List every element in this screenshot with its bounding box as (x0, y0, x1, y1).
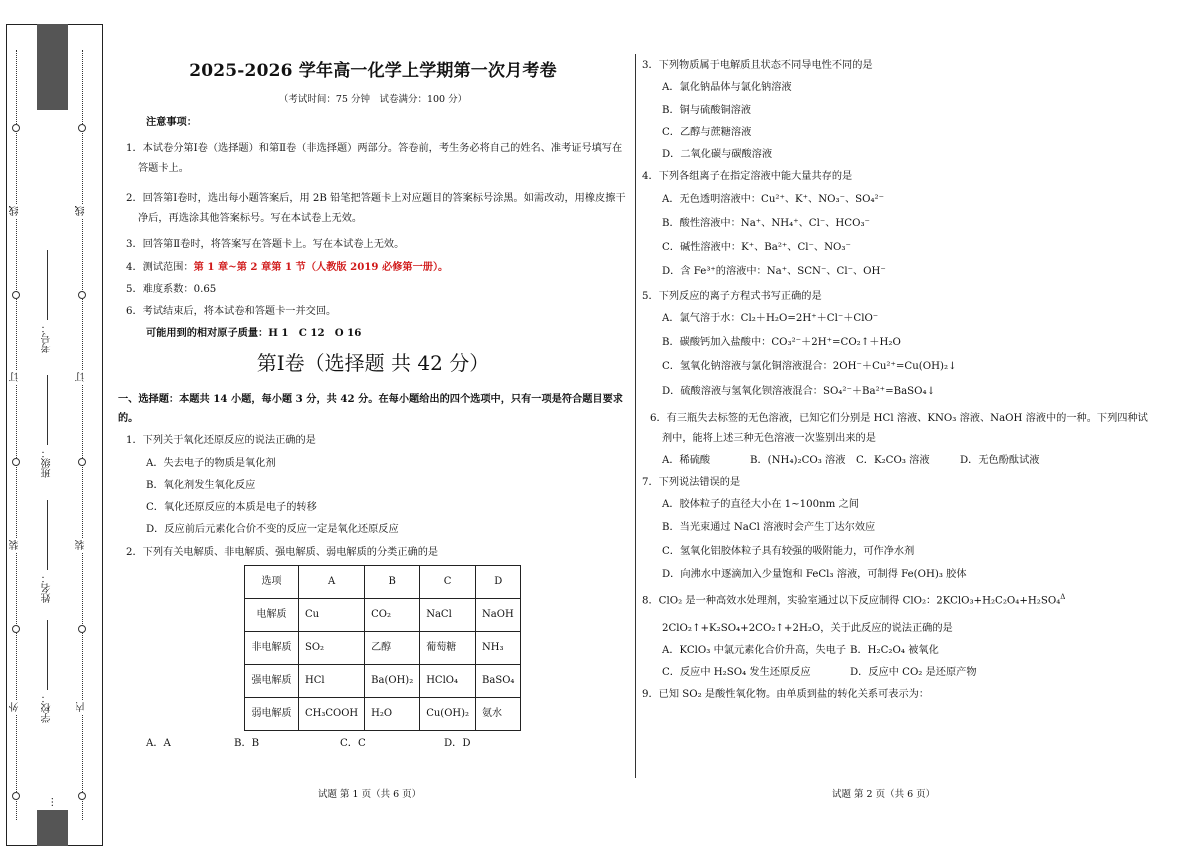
q4-option-a: A．无色透明溶液中：Cu²⁺、K⁺、NO₃⁻、SO₄²⁻ (662, 193, 885, 205)
class-underline (48, 375, 49, 445)
page-2-column (642, 59, 1152, 711)
atomic-mass-line: 可能用到的相对原子质量：H 1 C 12 O 16 (146, 327, 362, 340)
note-item-1: 1．本试卷分第Ⅰ卷（选择题）和第Ⅱ卷（非选择题）两部分。答卷前，考生务必将自己的姓名、准考证号填写在答题卡上。 (126, 142, 623, 175)
name-underline (48, 500, 49, 570)
q1-option-b: B．氧化剂发生氧化反应 (146, 479, 256, 491)
question-3-stem: 3．下列物质属于电解质且状态不同导电性不同的是 (642, 60, 873, 71)
table-cell: NaCl (420, 598, 476, 631)
question-7-stem: 7．下列说法错误的是 (642, 476, 741, 488)
column-divider (635, 54, 636, 778)
q8-stem-part1: 8．ClO₂ 是一种高效水处理剂，实验室通过以下反应制得 ClO₂：2KClO₃+H₂C₂O₄+H₂SO₄ (642, 595, 1061, 607)
q7-option-a: A．胶体粒子的直径大小在 1~100nm 之间 (662, 499, 859, 511)
circle-mark (78, 291, 86, 299)
binding-gray-bar-top (37, 24, 68, 110)
binding-border (6, 24, 103, 846)
binding-dots: … (45, 797, 56, 807)
q2-option-a: A．A (146, 737, 171, 749)
q1-option-a: A．失去电子的物质是氧化剂 (146, 457, 276, 469)
circle-mark (78, 625, 86, 633)
table-cell: NH₃ (476, 631, 521, 664)
q6-option-a: A．稀硫酸 (662, 454, 711, 466)
q6-option-c: C．K₂CO₃ 溶液 (856, 454, 930, 466)
note-item-4-prefix: 4．测试范围： (126, 261, 194, 273)
binding-label-zhuang: 装 (10, 540, 21, 550)
exam-number-field[interactable] (43, 250, 53, 353)
circle-mark (12, 625, 20, 633)
table-cell: 电解质 (245, 598, 299, 631)
q8-option-c: C．反应中 H₂SO₄ 发生还原反应 (662, 667, 811, 679)
q7-option-d: D．向沸水中逐滴加入少量饱和 FeCl₃ 溶液，可制得 Fe(OH)₃ 胶体 (662, 568, 967, 580)
page-2-footer: 试题 第 2 页（共 6 页） (832, 789, 936, 800)
q5-option-d: D．硫酸溶液与氢氧化钡溶液混合：SO₄²⁻＋Ba²⁺=BaSO₄↓ (662, 385, 936, 397)
table-cell: BaSO₄ (476, 664, 521, 697)
table-cell: CH₃COOH (299, 697, 365, 730)
binding-label-ding: 订 (10, 372, 21, 382)
table-cell: 氨水 (476, 697, 521, 730)
school-underline (48, 620, 49, 690)
q7-option-c: C．氢氧化铝胶体粒子具有较强的吸附能力，可作净水剂 (662, 545, 915, 557)
question-6-stem: 6．有三瓶失去标签的无色溶液，已知它们分别是 HCl 溶液、KNO₃ 溶液、NaOH 溶液中的一种。下列四种试剂中，能将上述三种无色溶液一次鉴别出来的是 (650, 412, 1148, 445)
question-4-stem: 4．下列各组离子在指定溶液中能大量共存的是 (642, 171, 853, 183)
exam-subtitle: （考试时间：75 分钟 试卷满分：100 分） (278, 94, 468, 106)
heat-symbol: Δ (1060, 593, 1066, 602)
q3-option-c: C．乙醇与蔗糖溶液 (662, 126, 752, 138)
circle-mark (12, 792, 20, 800)
q5-option-c: C．氢氧化钠溶液与氯化铜溶液混合：2OH⁻＋Cu²⁺=Cu(OH)₂↓ (662, 361, 957, 373)
question-9-stem: 9．已知 SO₂ 是酸性氧化物。由单质到盐的转化关系可表示为： (642, 689, 930, 701)
school-label: 学校： (42, 693, 53, 723)
binding-label-zhuang: 装 (76, 540, 87, 550)
q8-options-row-1 (662, 644, 1152, 657)
table-row (245, 598, 521, 631)
table-cell: 非电解质 (245, 631, 299, 664)
circle-mark (78, 458, 86, 466)
table-cell: Cu(OH)₂ (420, 697, 476, 730)
q2-option-d: D．D (444, 737, 471, 749)
table-cell: Cu (299, 598, 365, 631)
q8-stem-part2: 2ClO₂↑+K₂SO₄+2CO₂↑+2H₂O，关于此反应的说法正确的是 (662, 622, 953, 634)
note-item-5: 5．难度系数：0.65 (126, 283, 217, 295)
table-cell: CO₂ (365, 598, 420, 631)
q6-option-d: D．无色酚酞试液 (960, 454, 1040, 466)
table-header-cell: D (476, 565, 521, 598)
circle-mark (12, 291, 20, 299)
page-1-footer: 试题 第 1 页（共 6 页） (318, 789, 422, 800)
note-item-3: 3．回答第Ⅱ卷时，将答案写在答题卡上。写在本试卷上无效。 (126, 239, 405, 251)
name-field[interactable] (43, 500, 53, 603)
note-item-6: 6．考试结束后，将本试卷和答题卡一并交回。 (126, 306, 337, 318)
binding-label-xian: 线 (76, 206, 87, 216)
q3-option-a: A．氯化钠晶体与氯化钠溶液 (662, 82, 792, 94)
q5-option-b: B．碳酸钙加入盐酸中：CO₃²⁻＋2H⁺=CO₂↑＋H₂O (662, 337, 901, 348)
q6-options (662, 454, 1152, 467)
table-header-row (245, 565, 521, 598)
classification-table (244, 565, 521, 731)
school-field[interactable] (43, 620, 53, 723)
circle-mark (78, 792, 86, 800)
table-cell: 强电解质 (245, 664, 299, 697)
class-label: 班级： (42, 448, 53, 478)
q8-options-row-2 (662, 666, 1152, 679)
table-row (245, 664, 521, 697)
table-row (245, 697, 521, 730)
binding-gray-bar-bottom (37, 810, 68, 846)
q6-option-b: B．(NH₄)₂CO₃ 溶液 (750, 454, 846, 466)
section-1-title: 第Ⅰ卷（选择题 共 42 分） (256, 350, 490, 375)
table-header-cell: B (365, 565, 420, 598)
notes-title: 注意事项： (146, 116, 197, 129)
question-2-stem: 2．下列有关电解质、非电解质、强电解质、弱电解质的分类正确的是 (126, 546, 439, 558)
binding-label-inner: 内 (76, 702, 87, 712)
circle-mark (78, 124, 86, 132)
q3-option-b: B．铜与硫酸铜溶液 (662, 104, 751, 116)
note-item-4 (118, 261, 628, 274)
table-cell: SO₂ (299, 631, 365, 664)
binding-label-xian: 线 (10, 206, 21, 216)
table-cell: 弱电解质 (245, 697, 299, 730)
q1-option-c: C．氧化还原反应的本质是电子的转移 (146, 502, 317, 514)
section-1-instruction: 一、选择题：本题共 14 小题，每小题 3 分，共 42 分。在每小题给出的四个选项中，只有一项是符合题目要求的。 (118, 392, 623, 424)
q7-option-b: B．当光束通过 NaCl 溶液时会产生丁达尔效应 (662, 522, 876, 534)
exam-number-underline (48, 250, 49, 320)
table-row (245, 631, 521, 664)
table-header-cell: C (420, 565, 476, 598)
exam-number-label: 考号： (42, 323, 53, 353)
q8-option-d: D．反应中 CO₂ 是还原产物 (850, 667, 977, 679)
q2-option-b: B．B (234, 737, 260, 749)
question-8-stem (642, 593, 1152, 608)
table-header-cell: 选项 (245, 565, 299, 598)
circle-mark (12, 124, 20, 132)
table-cell: HClO₄ (420, 664, 476, 697)
table-cell: 葡萄糖 (420, 631, 476, 664)
binding-strip (0, 0, 110, 848)
q2-options (146, 737, 628, 750)
circle-mark (12, 458, 20, 466)
name-label: 姓名： (42, 573, 53, 603)
binding-label-outer: 外 (10, 702, 21, 712)
question-5-stem: 5．下列反应的离子方程式书写正确的是 (642, 290, 822, 302)
page-1-column (118, 56, 628, 750)
table-cell: 乙醇 (365, 631, 420, 664)
q8-option-a: A．KClO₃ 中氯元素化合价升高，失电子 (662, 644, 847, 656)
table-cell: HCl (299, 664, 365, 697)
exam-title: 2025-2026 学年高一化学上学期第一次月考卷 (189, 61, 557, 81)
class-field[interactable] (43, 375, 53, 478)
table-header-cell: A (299, 565, 365, 598)
table-cell: H₂O (365, 697, 420, 730)
test-range: 第 1 章~第 2 章第 1 节（人教版 2019 必修第一册）。 (193, 260, 449, 273)
table-cell: Ba(OH)₂ (365, 664, 420, 697)
table-cell: NaOH (476, 598, 521, 631)
q2-option-c: C．C (340, 737, 366, 749)
q8-option-b: B．H₂C₂O₄ 被氧化 (850, 644, 939, 656)
note-item-2: 2．回答第Ⅰ卷时，选出每小题答案后，用 2B 铅笔把答题卡上对应题目的答案标号涂黑。如需改动，用橡皮擦干净后，再选涂其他答案标号。写在本试卷上无效。 (126, 192, 626, 224)
binding-label-ding: 订 (76, 372, 87, 382)
q5-option-a: A．氯气溶于水：Cl₂＋H₂O=2H⁺＋Cl⁻＋ClO⁻ (662, 312, 879, 324)
q3-option-d: D．二氧化碳与碳酸溶液 (662, 149, 773, 160)
question-1-stem: 1．下列关于氧化还原反应的说法正确的是 (126, 435, 316, 447)
q4-option-b: B．酸性溶液中：Na⁺、NH₄⁺、Cl⁻、HCO₃⁻ (662, 217, 870, 229)
q4-option-c: C．碱性溶液中：K⁺、Ba²⁺、Cl⁻、NO₃⁻ (662, 242, 851, 253)
q1-option-d: D．反应前后元素化合价不变的反应一定是氧化还原反应 (146, 524, 399, 536)
q4-option-d: D．含 Fe³⁺的溶液中：Na⁺、SCN⁻、Cl⁻、OH⁻ (662, 266, 886, 278)
